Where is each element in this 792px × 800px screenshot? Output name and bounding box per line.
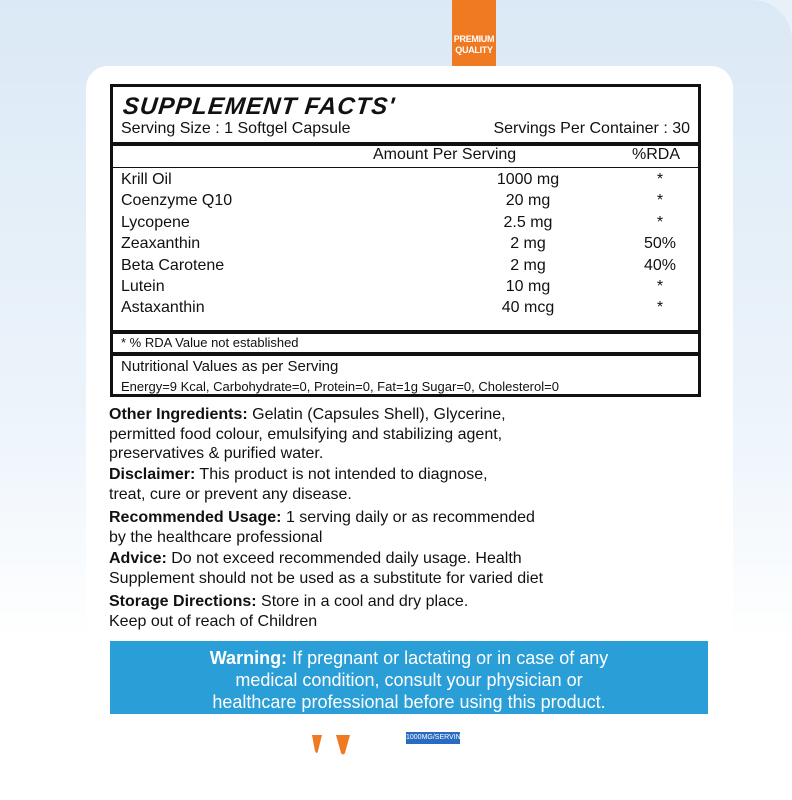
recommended-usage: [109, 508, 729, 547]
nutrient-amount: 2.5 mg: [503, 213, 553, 231]
nutrient-amount: 10 mg: [505, 277, 551, 295]
storage-directions-text-1: Store in a cool and dry place.: [256, 593, 469, 610]
storage-directions-text-2: Keep out of reach of Children: [109, 612, 318, 630]
storage-directions: [109, 592, 729, 631]
nutrient-rda: *: [656, 213, 664, 231]
recommended-usage-text-2: by the healthcare professional: [109, 528, 323, 546]
facts-title: SUPPLEMENT FACTS': [121, 93, 397, 120]
nutrient-rda: 50%: [643, 235, 677, 253]
warning-label: Warning:: [209, 648, 288, 668]
recommended-usage-label: Recommended Usage:: [109, 509, 282, 526]
amount-per-serving-header: Amount Per Serving: [373, 146, 517, 163]
nutrient-row: [113, 299, 698, 320]
nutrient-name: Astaxanthin: [121, 299, 205, 317]
nutrient-table: [113, 171, 698, 321]
nutrient-row: [113, 171, 698, 192]
advice-text-1: Do not exceed recommended daily usage. Health: [166, 550, 522, 567]
nutrient-row: [113, 235, 698, 256]
nutrient-name: Coenzyme Q10: [121, 192, 233, 210]
nutrient-rda: *: [656, 192, 664, 210]
nutrient-rda: *: [656, 277, 664, 295]
premium-tag-line1: PREMIUM: [453, 34, 495, 44]
disclaimer-label: Disclaimer:: [109, 466, 196, 483]
nutrient-row: [113, 278, 698, 299]
nutrient-amount: 1000 mg: [496, 171, 560, 188]
nutrient-row: [113, 192, 698, 213]
warning-text-3: healthcare professional before using this product.: [212, 692, 606, 712]
nutrient-name: Beta Carotene: [121, 256, 225, 274]
capsule-drops-icon: [308, 735, 354, 755]
nutrient-rda: *: [656, 171, 664, 188]
nutrient-row: [113, 257, 698, 278]
warning-banner: [110, 641, 708, 714]
header-divider: [113, 167, 698, 168]
nutrient-amount: 20 mg: [505, 192, 551, 210]
nutritional-values-title: Nutritional Values as per Serving: [121, 358, 339, 375]
supplement-facts-panel: [110, 84, 701, 397]
advice-label: Advice:: [109, 550, 167, 567]
other-ingredients-label: Other Ingredients:: [109, 406, 248, 423]
nutrient-name: Lycopene: [121, 213, 190, 231]
advice: [109, 549, 729, 588]
premium-tag-line2: QUALITY: [455, 45, 493, 55]
disclaimer: [109, 465, 729, 504]
disclaimer-text-2: treat, cure or prevent any disease.: [109, 485, 352, 503]
other-ingredients: [109, 405, 729, 464]
other-ingredients-text-1: Gelatin (Capsules Shell), Glycerine,: [247, 406, 506, 423]
nutrient-rda: 40%: [643, 256, 677, 274]
facts-divider-lower: [113, 352, 698, 356]
nutrient-rda: *: [656, 299, 664, 317]
warning-text-2: medical condition, consult your physician or: [235, 670, 583, 690]
servings-per-container: Servings Per Container : 30: [493, 120, 690, 137]
recommended-usage-text-1: 1 serving daily or as recommended: [281, 509, 535, 526]
serving-tab: 1000MG/SERVING: [406, 732, 460, 744]
nutrient-name: Zeaxanthin: [121, 235, 201, 253]
rda-footnote: * % RDA Value not established: [121, 335, 299, 350]
nutritional-values: Energy=9 Kcal, Carbohydrate=0, Protein=0, Fat=1g Sugar=0, Cholesterol=0: [121, 379, 559, 394]
advice-text-2: Supplement should not be used as a substitute for varied diet: [109, 569, 544, 587]
nutrient-name: Lutein: [121, 277, 165, 295]
nutrient-amount: 2 mg: [510, 235, 546, 253]
warning-text-1: If pregnant or lactating or in case of any: [287, 648, 609, 668]
other-ingredients-text-3: preservatives & purified water.: [109, 445, 324, 462]
serving-size: Serving Size : 1 Softgel Capsule: [121, 120, 351, 137]
nutrient-amount: 40 mcg: [501, 299, 555, 317]
storage-directions-label: Storage Directions:: [109, 593, 257, 610]
nutrient-name: Krill Oil: [121, 171, 172, 188]
disclaimer-text-1: This product is not intended to diagnose,: [195, 466, 488, 483]
other-ingredients-text-2: permitted food colour, emulsifying and stabilizing agent,: [109, 425, 503, 443]
nutrient-amount: 2 mg: [510, 256, 546, 274]
rda-header: %RDA: [632, 146, 681, 163]
premium-quality-tag: [452, 0, 496, 66]
nutrient-row: [113, 214, 698, 235]
facts-divider-middle: [113, 330, 698, 334]
